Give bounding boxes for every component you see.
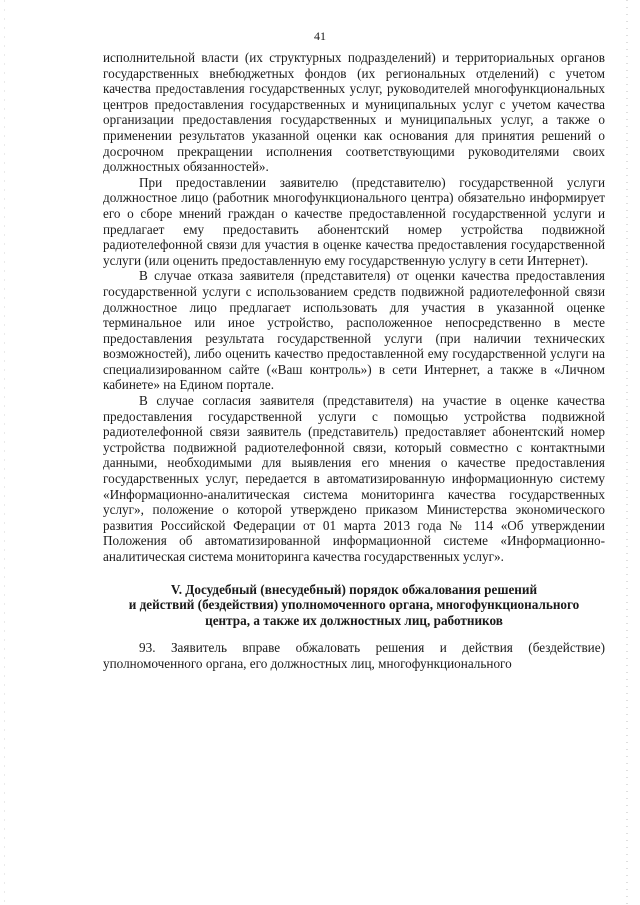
paragraph-93: 93. Заявитель вправе обжаловать решения и действия (бездействие) уполномоченного органа, его должностных лиц, многофункционального [103, 640, 605, 671]
paragraph-informing: При предоставлении заявителю (представителю) государственной услуги должностное лицо (работник многофункционального центра) обязательно информирует его о сборе мнений граждан о качестве предоставленной государственной услуги и предлагает ему предоставить абонентский номер устройства подвижной радиотелефонной связи для участия в оценке качества предоставления государственной услуги (или оценить предоставленную ему государственную услугу в сети Интернет). [103, 174, 605, 268]
section-heading [103, 582, 605, 629]
section-heading-line-1: V. Досудебный (внесудебный) порядок обжалования решений [170, 581, 538, 597]
section-heading-line-2: и действий (бездействия) уполномоченного органа, многофункционального [128, 597, 580, 613]
paragraph-refusal: В случае отказа заявителя (представителя) от оценки качества предоставления государственной услуги с использованием средств подвижной радиотелефонной связи должностное лицо предлагает использовать для участия в указанной оценке терминальное или иное устройство, расположенное непосредственно в месте предоставления результата государственной услуги (при наличии технических возможностей), либо оценить качество предоставленной ему государственной услуги на специализированном сайте («Ваш контроль») в сети Интернет, а также в «Личном кабинете» на Едином портале. [103, 268, 605, 393]
document-body [103, 50, 605, 672]
paragraph-consent: В случае согласия заявителя (представителя) на участие в оценке качества предоставления государственной услуги с помощью устройства подвижной радиотелефонной связи заявитель (представитель) предоставляет абонентский номер устройства подвижной радиотелефонной связи, который совместно с контактными данными, необходимыми для выявления его мнения о качестве предоставления государственных услуг, передается в автоматизированную информационную систему «Информационно-аналитическая система мониторинга качества государственных услуг», положение о которой утверждено приказом Министерства экономического развития Российской Федерации от 01 марта 2013 года № 114 «Об утверждении Положения об автоматизированной информационной системе «Информационно-аналитическая система мониторинга качества государственных услуг». [103, 393, 605, 564]
section-heading-line-3: центра, а также их должностных лиц, работников [205, 612, 503, 628]
page-number: 41 [314, 29, 326, 43]
scan-edge-left [4, 0, 5, 905]
scan-edge-right [626, 0, 628, 905]
paragraph-continuation: исполнительной власти (их структурных подразделений) и территориальных органов государственных внебюджетных фондов (их региональных отделений) с учетом качества предоставления государственных услуг, руководителей многофункциональных центров предоставления государственных и муниципальных услуг с учетом качества организации предоставления государственных и муниципальных услуг, а также о применении результатов указанной оценки как основания для принятия решений о досрочном прекращении исполнения соответствующими руководителями своих должностных обязанностей». [103, 50, 605, 175]
